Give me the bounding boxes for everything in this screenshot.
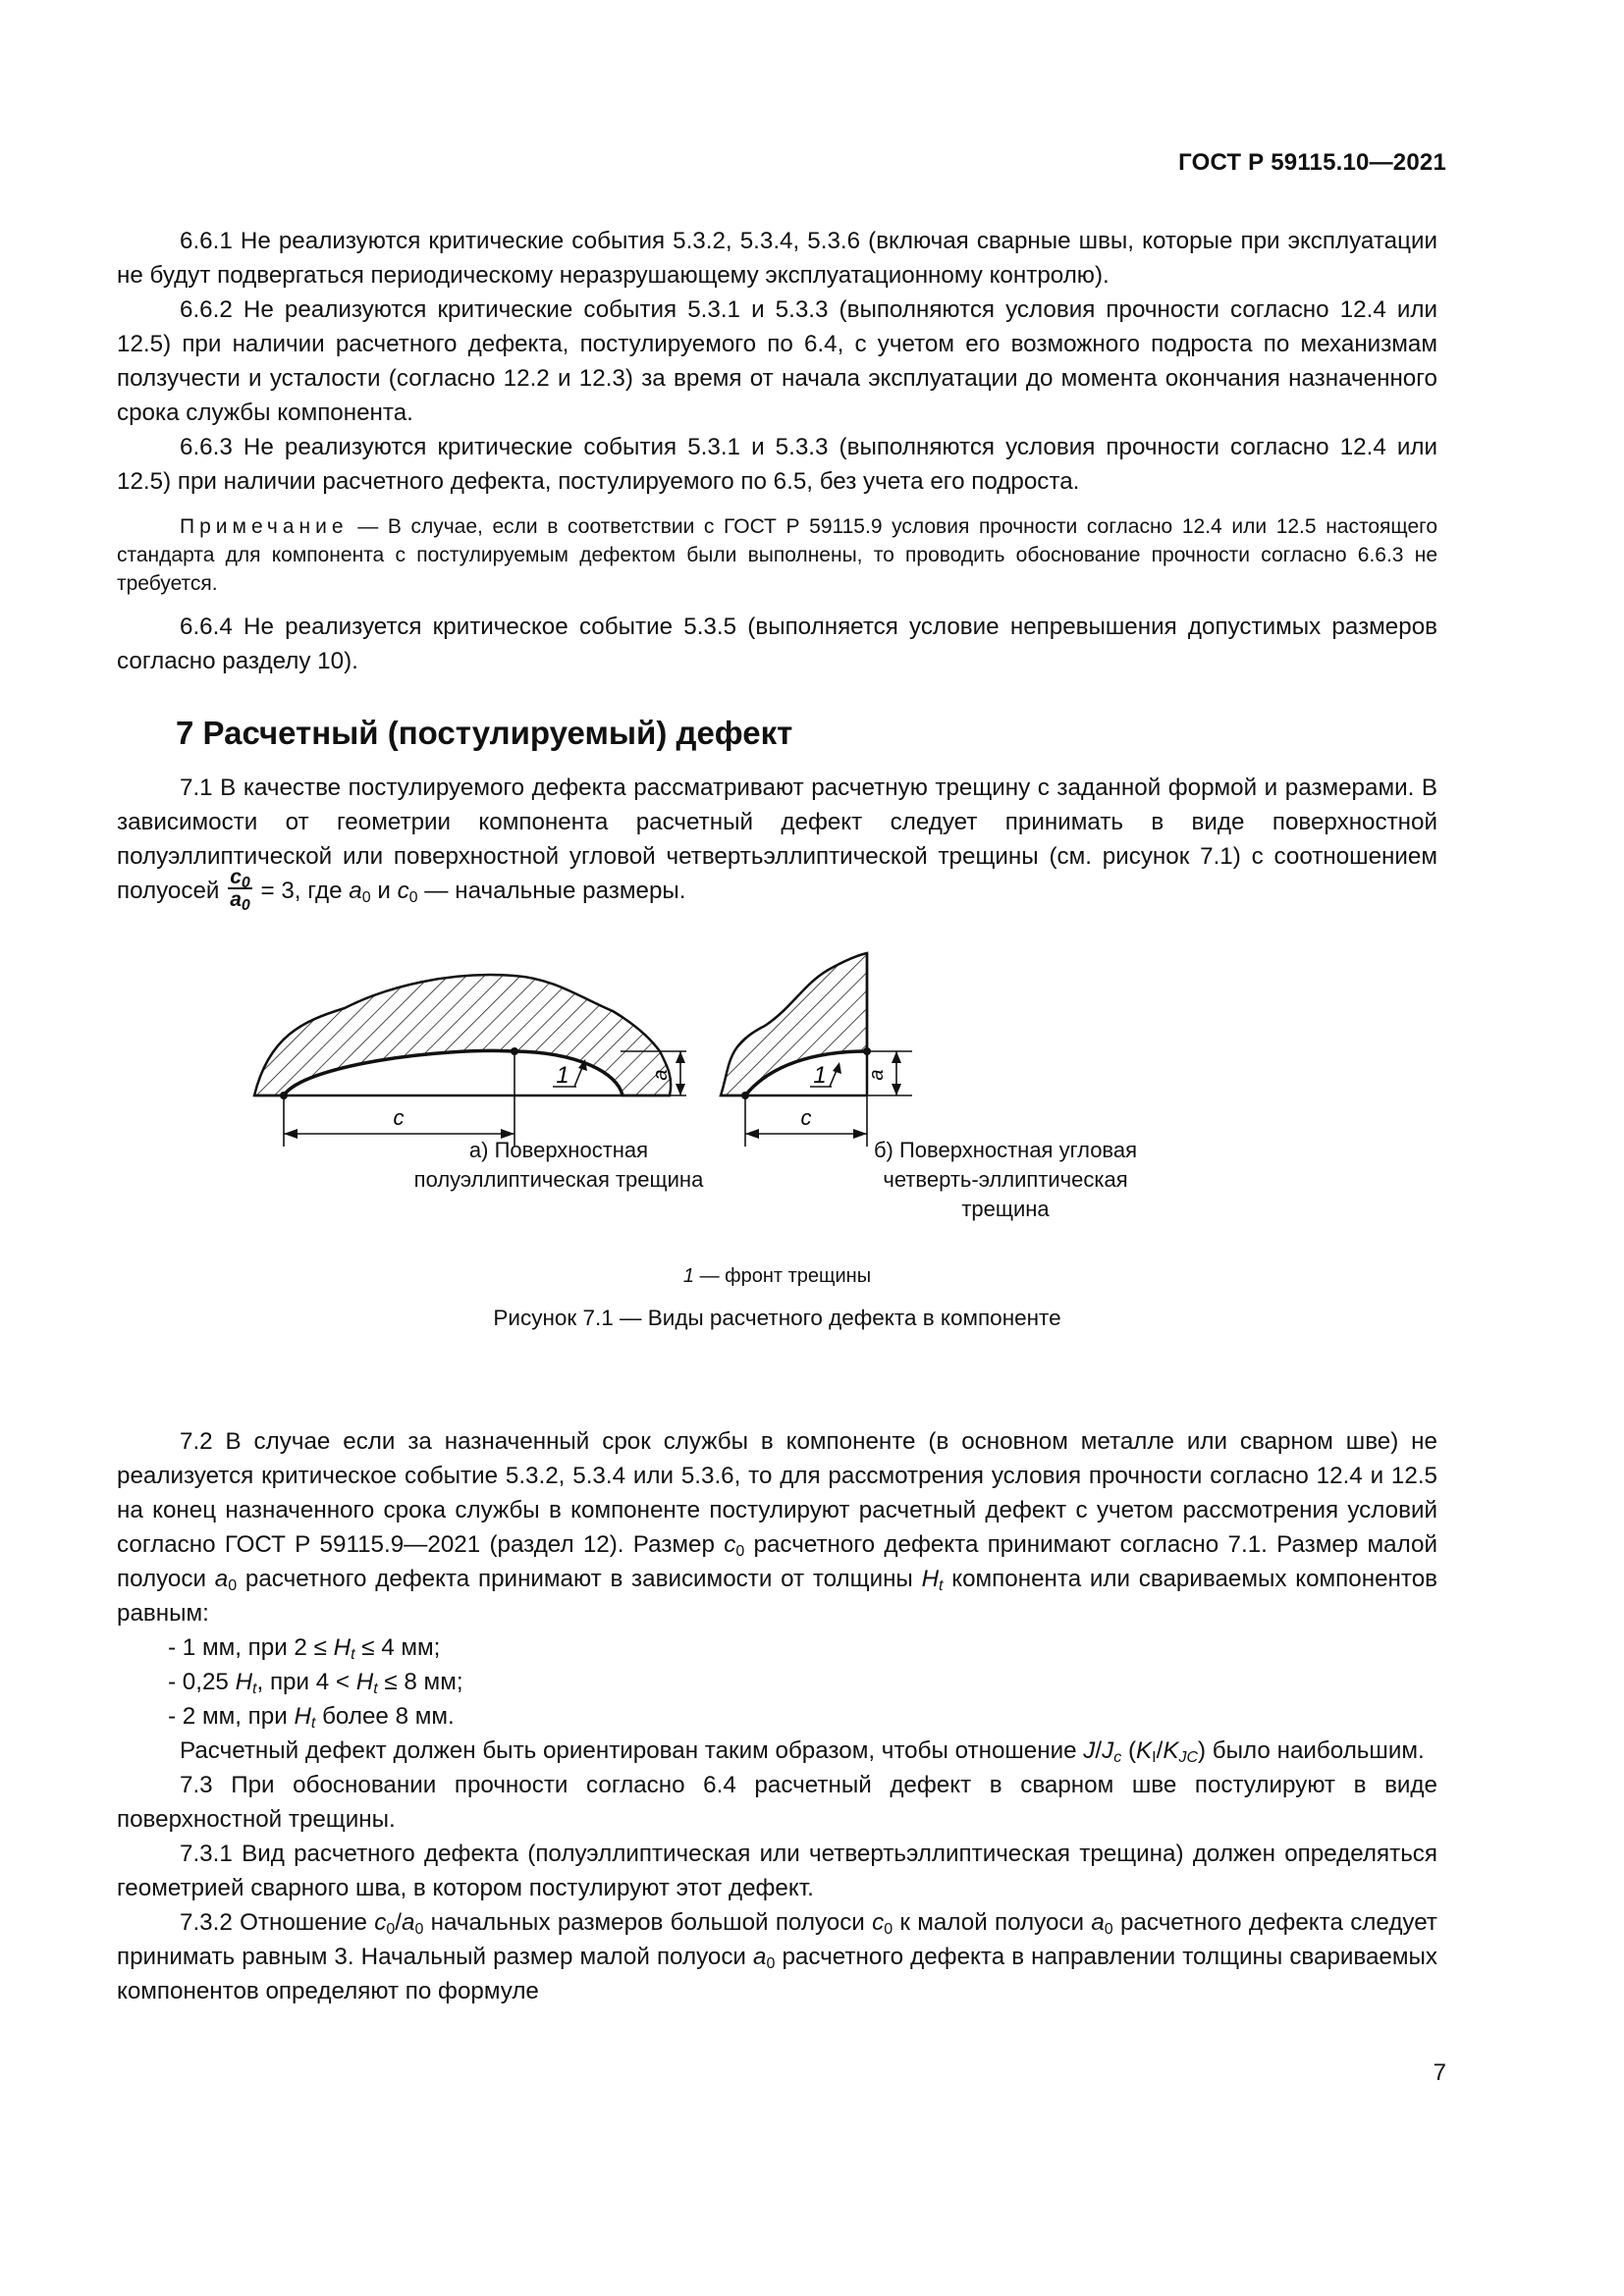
paragraph-7-3: 7.3 При обосновании прочности согласно 6.4 расчетный дефект в сварном шве постулируют в виде поверхностной трещины. — [117, 1771, 1437, 1833]
note-label: Примечание — [180, 515, 349, 538]
paragraph-6-6-3: 6.6.3 Не реализуются критические события 5.3.1 и 5.3.3 (выполняются условия прочности согласно 12.4 или 12.5) при наличии расчетного дефекта, постулируемого по 6.5, без учета его подроста. — [117, 434, 1437, 495]
document-header: ГОСТ Р 59115.10—2021 — [1178, 149, 1446, 176]
figure-b-body — [721, 953, 867, 1095]
list-item: - 0,25 $H_t$, при $4 < H_t \le 8$ мм; — [168, 1668, 463, 1697]
figure-caption-b: б) Поверхностная угловая четверть-эллиптическая трещина — [873, 1137, 1138, 1221]
figure-b-label-c: c — [800, 1104, 812, 1130]
section-7-title: 7 Расчетный (постулируемый) дефект — [176, 715, 793, 751]
paragraph-7-3-2: 7.3.2 Отношение $c_0/a_0$ начальных размеров большой полуоси $c_0$ к малой полуоси $a_0$ расчетного дефекта следует принимать равным 3. Начальный размер малой полуоси $a_0$ расчетного дефекта в направлении толщины свариваемых компонентов определяют по формуле — [117, 1908, 1437, 2004]
list-item: - 2 мм, при $H_t$ более 8 мм. — [168, 1702, 455, 1732]
paragraph-6-6-2: 6.6.2 Не реализуются критические события 5.3.1 и 5.3.3 (выполняются условия прочности согласно 12.4 или 12.5) при наличии расчетного дефекта, постулируемого по 6.4, с учетом его возможного подроста по механизмам ползучести и усталости (согласно 12.2 и 12.3) за время от начала эксплуатации до момента окончания назначенного срока службы компонента. — [117, 296, 1437, 426]
page-number: 7 — [1433, 2059, 1446, 2086]
figure-legend: 1 — фронт трещины — [682, 1264, 872, 1287]
paragraph-7-3-1: 7.3.1 Вид расчетного дефекта (полуэллиптическая или четвертьэллиптическая трещина) должен определяться геометрией сварного шва, в котором постулируют этот дефект. — [117, 1840, 1437, 1901]
figure-a-semi-elliptical — [254, 975, 686, 1147]
figure-b-quarter-elliptical — [721, 953, 912, 1147]
figure-caption-a: а) Поверхностная полуэллиптическая трещина — [413, 1137, 704, 1192]
list-item: - 1 мм, при $2 \le H_t \le 4$ мм; — [168, 1633, 441, 1663]
fraction-c0-a0: $\frac{c_0}{a_0}$ — [230, 865, 250, 914]
paragraph-6-6-4: 6.6.4 Не реализуется критическое событие 5.3.5 (выполняется условие непревышения допустимых размеров согласно разделу 10). — [117, 614, 1437, 674]
note-text: — В случае, если в соответствии с ГОСТ Р 59115.9 условия прочности согласно 12.4 или 12.5 настоящего стандарта для компонента с постулируемым дефектом были выполнены, то проводить обоснование прочности согласно 6.6.3 не требуется. — [117, 515, 1437, 595]
paragraph-7-1: 7.1 В качестве постулируемого дефекта рассматривают расчетную трещину с заданной формой и размерами. В зависимости от геометрии компонента расчетный дефект следует принимать в виде поверхностной полуэллиптической или поверхностной угловой четвертьэллиптической трещины (см. рисунок 7.1) с соотношением полуосей $\frac{c_0}{a_0}$ = 3, где $a_0$ и $c_0$ — начальные размеры. — [117, 774, 1437, 914]
note — [117, 512, 1437, 598]
figure-a-label-1: 1 — [556, 1061, 569, 1089]
figure-a-label-c: c — [393, 1104, 405, 1130]
figure-a-label-a: a — [650, 1069, 672, 1081]
paragraph-orientation: Расчетный дефект должен быть ориентирован таким образом, чтобы отношение $J/J_c$ $(K_I/K_{JC})$ было наибольшим. — [180, 1736, 1425, 1766]
figure-b-label-1: 1 — [813, 1061, 827, 1089]
figure-b-label-a: a — [866, 1069, 888, 1081]
figure-7-1 — [117, 928, 1437, 1416]
figure-title: Рисунок 7.1 — Виды расчетного дефекта в компоненте — [493, 1305, 1061, 1330]
figure-drawing — [117, 928, 1437, 1252]
paragraph-6-6-1: 6.6.1 Не реализуются критические события 5.3.2, 5.3.4, 5.3.6 (включая сварные швы, которые при эксплуатации не будут подвергаться периодическому неразрушающему эксплуатационному контролю). — [117, 228, 1437, 289]
paragraph-7-2: 7.2 В случае если за назначенный срок службы в компоненте (в основном металле или сварном шве) не реализуется критическое событие 5.3.2, 5.3.4 или 5.3.6, то для рассмотрения условия прочности согласно 12.4 и 12.5 на конец назначенного срока службы в компоненте постулируют расчетный дефект с учетом рассмотрения условий согласно ГОСТ Р 59115.9—2021 (раздел 12). Размер $c_0$ расчетного дефекта принимают согласно 7.1. Размер малой полуоси $a_0$ расчетного дефекта принимают в зависимости от толщины $H_t$ компонента или свариваемых компонентов равным: — [117, 1427, 1437, 1627]
page-content — [117, 224, 1437, 2008]
